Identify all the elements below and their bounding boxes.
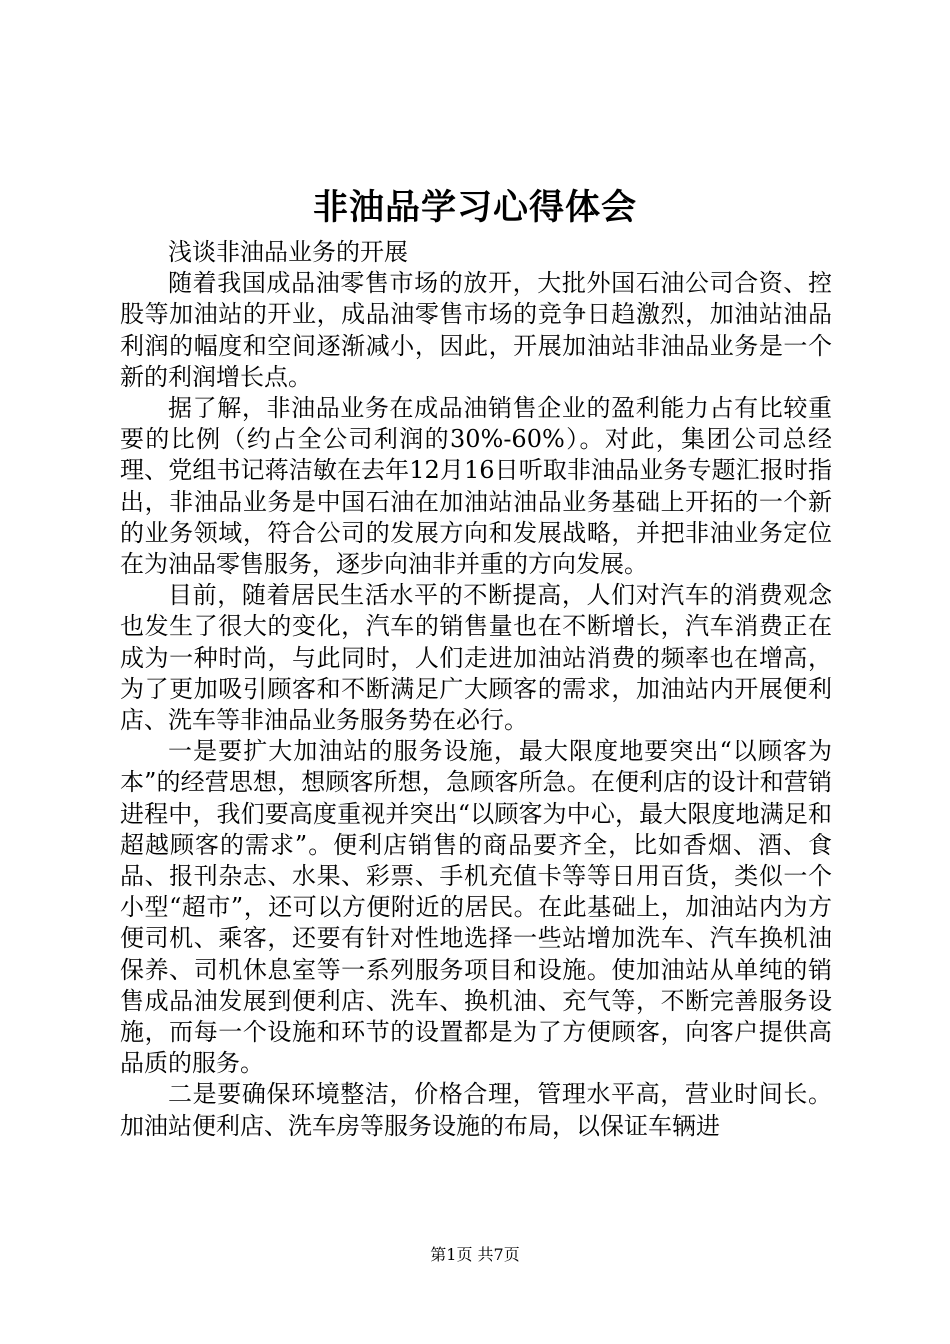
paragraph-3: 目前，随着居民生活水平的不断提高，人们对汽车的消费观念也发生了很大的变化，汽车的销售量也在不断增长，汽车消费正在成为一种时尚，与此同时，人们走进加油站消费的频率也在增高，为了更加吸引顾客和不断满足广大顾客的需求，加油站内开展便利店、洗车等非油品业务服务势在必行。 xyxy=(120,581,832,735)
paragraph-4: 一是要扩大加油站的服务设施，最大限度地要突出“以顾客为本”的经营思想，想顾客所想，急顾客所急。在便利店的设计和营销进程中，我们要高度重视并突出“以顾客为中心，最大限度地满足和超越顾客的需求”。便利店销售的商品要齐全，比如香烟、酒、食品、报刊杂志、水果、彩票、手机充值卡等等日用百货，类似一个小型“超市”，还可以方便附近的居民。在此基础上，加油站内为方便司机、乘客，还要有针对性地选择一些站增加洗车、汽车换机油保养、司机休息室等一系列服务项目和设施。使加油站从单纯的销售成品油发展到便利店、洗车、换机油、充气等，不断完善服务设施，而每一个设施和环节的设置都是为了方便顾客，向客户提供高品质的服务。 xyxy=(120,737,832,1078)
paragraph-1: 随着我国成品油零售市场的放开，大批外国石油公司合资、控股等加油站的开业，成品油零售市场的竞争日趋激烈，加油站油品利润的幅度和空间逐渐减小，因此，开展加油站非油品业务是一个新的利润增长点。 xyxy=(120,269,832,391)
paragraph-2: 据了解，非油品业务在成品油销售企业的盈利能力占有比较重要的比例（约占全公司利润的30%-60%）。对此，集团公司总经理、党组书记蒋洁敏在去年12月16日听取非油品业务专题汇报时指出，非油品业务是中国石油在加油站油品业务基础上开拓的一个新的业务领域，符合公司的发展方向和发展战略，并把非油业务定位在为油品零售服务，逐步向油非并重的方向发展。 xyxy=(120,394,832,579)
document-subtitle: 浅谈非油品业务的开展 xyxy=(168,238,408,266)
page-number-footer: 第1页 共7页 xyxy=(430,1245,520,1264)
document-title: 非油品学习心得体会 xyxy=(312,187,637,228)
paragraph-5: 二是要确保环境整洁，价格合理，管理水平高，营业时间长。加油站便利店、洗车房等服务设施的布局，以保证车辆进 xyxy=(120,1080,832,1140)
document-body xyxy=(120,237,832,1142)
